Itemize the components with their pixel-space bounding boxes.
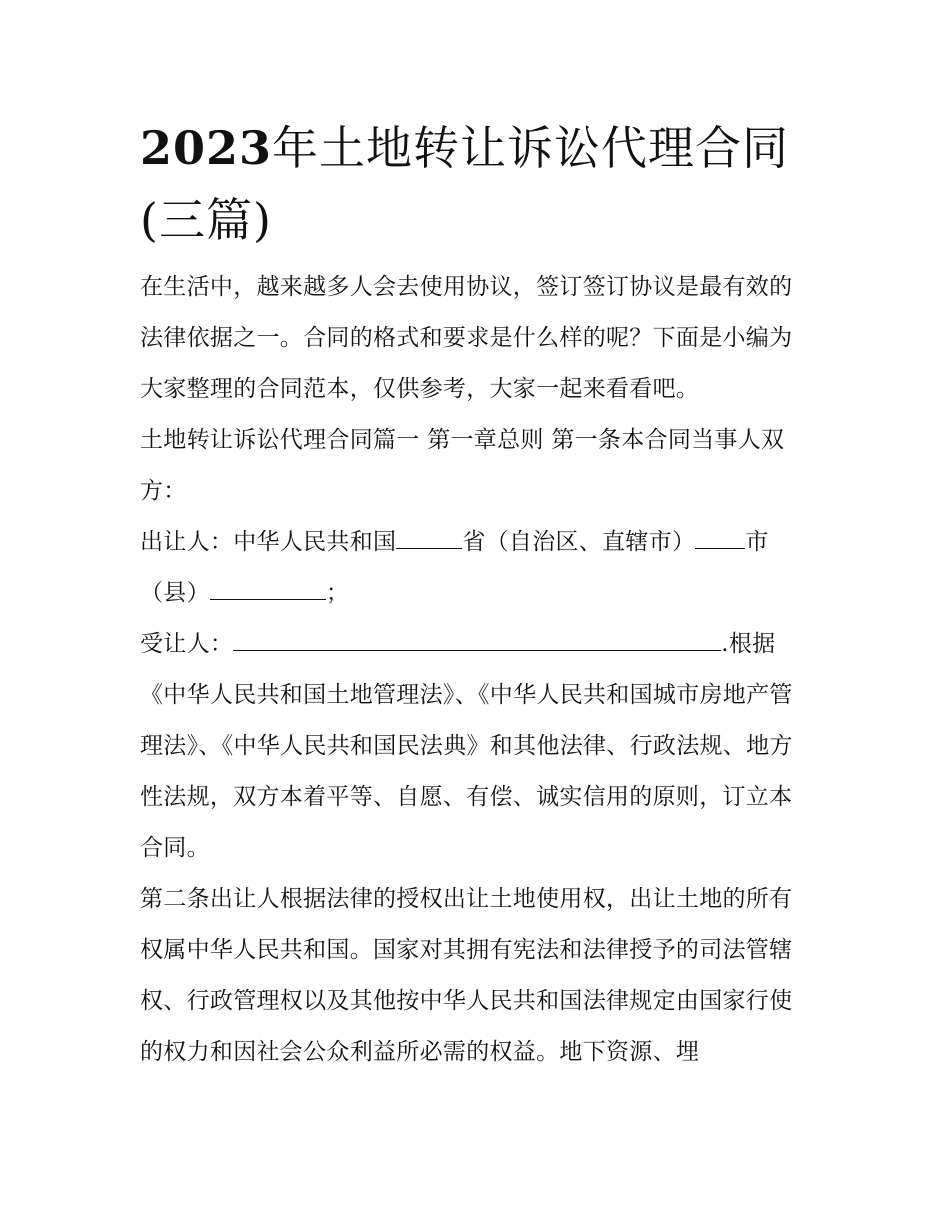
transferor-label: 出让人：中华人民共和国 [140, 529, 397, 555]
transferee-blank [233, 630, 721, 651]
article-2-paragraph: 第二条出让人根据法律的授权出让土地使用权，出让土地的所有权属中华人民共和国。国家对其拥有宪法和法律授予的司法管辖权、行政管理权以及其他按中华人民共和国法律规定由国家行使的权力和因社会公众利益所必需的权益。地下资源、埋 [140, 886, 793, 1065]
title-text-line1: 年土地转让诉讼代理合同 [272, 121, 790, 175]
chapter-heading-paragraph: 土地转让诉讼代理合同篇一 第一章总则 第一条本合同当事人双方： [140, 427, 785, 504]
intro-paragraph: 在生活中，越来越多人会去使用协议，签订签订协议是最有效的法律依据之一。合同的格式和要求是什么样的呢？下面是小编为大家整理的合同范本，仅供参考，大家一起来看看吧。 [140, 274, 793, 402]
city-suffix: 市（县） [140, 529, 769, 606]
county-blank [210, 579, 326, 600]
transferee-paragraph [140, 619, 812, 874]
transferor-paragraph [140, 517, 812, 619]
transferor-end: ； [325, 580, 350, 606]
transferee-label: 受让人： [140, 631, 234, 657]
title-year: 2023 [140, 121, 273, 175]
laws-paragraph: 《中华人民共和国土地管理法》、《中华人民共和国城市房地产管理法》、《中华人民共和国民法典》和其他法律、行政法规、地方性法规，双方本着平等、自愿、有偿、诚实信用的原则，订立本合同。 [140, 682, 793, 861]
province-blank [396, 528, 462, 549]
city-blank [695, 528, 745, 549]
document-title [140, 112, 812, 256]
title-text-line2: (三篇) [140, 193, 272, 247]
document-page [140, 112, 812, 1078]
transferee-after: .根据 [721, 631, 776, 657]
province-suffix: 省（自治区、直辖市） [462, 529, 696, 555]
